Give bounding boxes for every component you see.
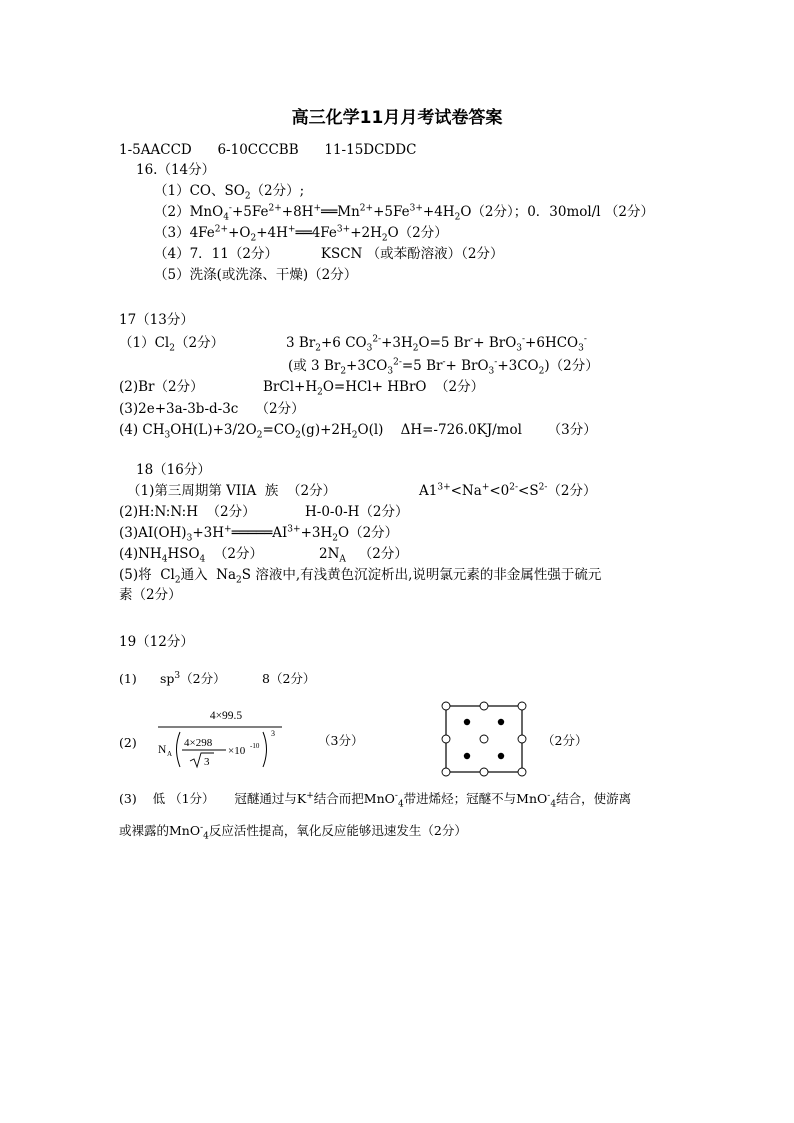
q18-part4-value: $2N_A$ （2分） [319,546,408,565]
formula-numerator: 4×99.5 [209,710,243,722]
q19-part2-score-b: （2分） [542,733,588,748]
q17-part1-label: $(1)Cl_2(2$分） [119,335,225,354]
atom-open [518,768,526,776]
q19-part1-label: (1) [119,671,137,686]
open-atoms [442,702,526,776]
atom-filled [498,719,504,725]
multiple-choice-answers: 1-5AACCD 6-10CCCBB 11-15DCDDC [119,142,417,158]
q18-part1-label: （1)第三周期第 VIIA 族 （2分） [127,483,337,499]
formula-exponent: -10 [250,742,260,750]
atom-open [480,735,488,743]
page-title: 高三化学11月月考试卷答案 [291,108,503,128]
q17-part1-alt-equation: (或 3 $Br_2+3CO_3^{2-}=5$ $Br^-+ BrO_3^-+3CO_2)(2$分） [288,357,599,377]
q19-part2-score-a: （3分） [318,733,364,748]
atom-filled [498,753,504,759]
q19-heading: 19（12分） [119,634,194,650]
formula-inner-numerator: 4×298 [184,737,213,749]
q16-part1: （1）CO、$SO_2(2$分）; [154,183,305,202]
atom-open [518,735,526,743]
atom-open [442,768,450,776]
q19-part2-label: (2) [119,735,137,750]
q17-part2-equation: $BrCl+H_2O=HCl+$ HBrO （2分） [263,379,485,398]
q19-part1-number: 8（2分） [262,671,316,686]
q18-part5: (5)将 $Cl_2$通入 $Na_2S$ 溶液中,有浅黄色沉淀析出,说明氯元素的非金属性强于硫元 [119,567,602,586]
q17-part1-equation: 3 $Br_2+6$ $CO_3^{2-}+3H_2O=5$ $Br^-+ BrO_3^-+6HCO_3^-$ [286,334,587,354]
atom-open [442,735,450,743]
formula-avogadro-sub: A [167,750,173,758]
q16-part5: （5）洗涤(或洗涤、干燥)（2分） [154,267,358,283]
q19-part3-cont: 或裸露的MnO-$_4$反应活性提高，氧化反应能够迅速发生（2分） [119,822,467,842]
q18-part2-label: (2)H:N:N:H （2分） [119,504,256,520]
q18-part4-label: $(4)NH_4HSO_4$ （2分） [119,546,263,565]
right-paren [263,732,267,767]
formula-avogadro: N [158,744,167,756]
atom-open [480,702,488,710]
q18-part5-cont: 素（2分） [119,587,182,603]
sqrt-sign [190,753,214,767]
q17-heading: 17（13分） [119,312,194,328]
formula-sqrt-radicand: 3 [204,756,210,768]
q16-part3: $(3)4Fe^{2+}+O_2+4H^+══4Fe^{3+}+2H_2O(2$分） [154,224,448,244]
q17-part4: (4) $CH_3OH(L)+3/2O_2=CO_2(g)+2H_2O(l)$ ΔH=-726.0KJ/mol （3分） [119,422,597,441]
q18-part1-ion-radius: $A1^{3+}<Na^+<0^{2-}<S^{2-}(2$分） [419,482,597,499]
left-paren [177,732,181,767]
atom-open [518,702,526,710]
atom-filled [464,753,470,759]
q17-part2-label: (2)Br（2分） [119,379,204,395]
q19-part3: (3) 低 （1分） 冠醚通过与K+结合而把MnO-$_4$带进烯烃；冠醚不与MnO-$_4$结合，使游离 [119,790,632,810]
density-formula [150,705,290,773]
q16-heading: 16.（14分） [136,162,216,178]
atom-open [480,768,488,776]
q18-part3: $(3)AI(OH)_3+3H^+═════AI^{3+}+3H_2O(2$分） [119,524,399,544]
formula-power: 3 [271,729,275,738]
q19-part1-hybrid: $sp^3(2$分） [160,670,226,686]
q16-part2: $(2)MnO_4^-+5Fe^{2+}+8H^+══Mn^{2+}+5Fe^{3+}+4H_2O(2$分）；0．30mol/l （2分） [154,203,654,223]
atom-filled [464,719,470,725]
formula-times: ×10 [228,745,246,757]
atom-open [442,702,450,710]
q16-part4: （4）7．11（2分） KSCN （或苯酚溶液）（2分） [154,246,504,262]
q18-heading: 18（16分） [136,462,211,478]
crystal-cell-diagram [436,700,532,780]
q18-part2-formula: H-0-0-H（2分） [305,504,409,520]
q17-part3: (3)2e+3a-3b-d-3c （2分） [119,401,305,417]
